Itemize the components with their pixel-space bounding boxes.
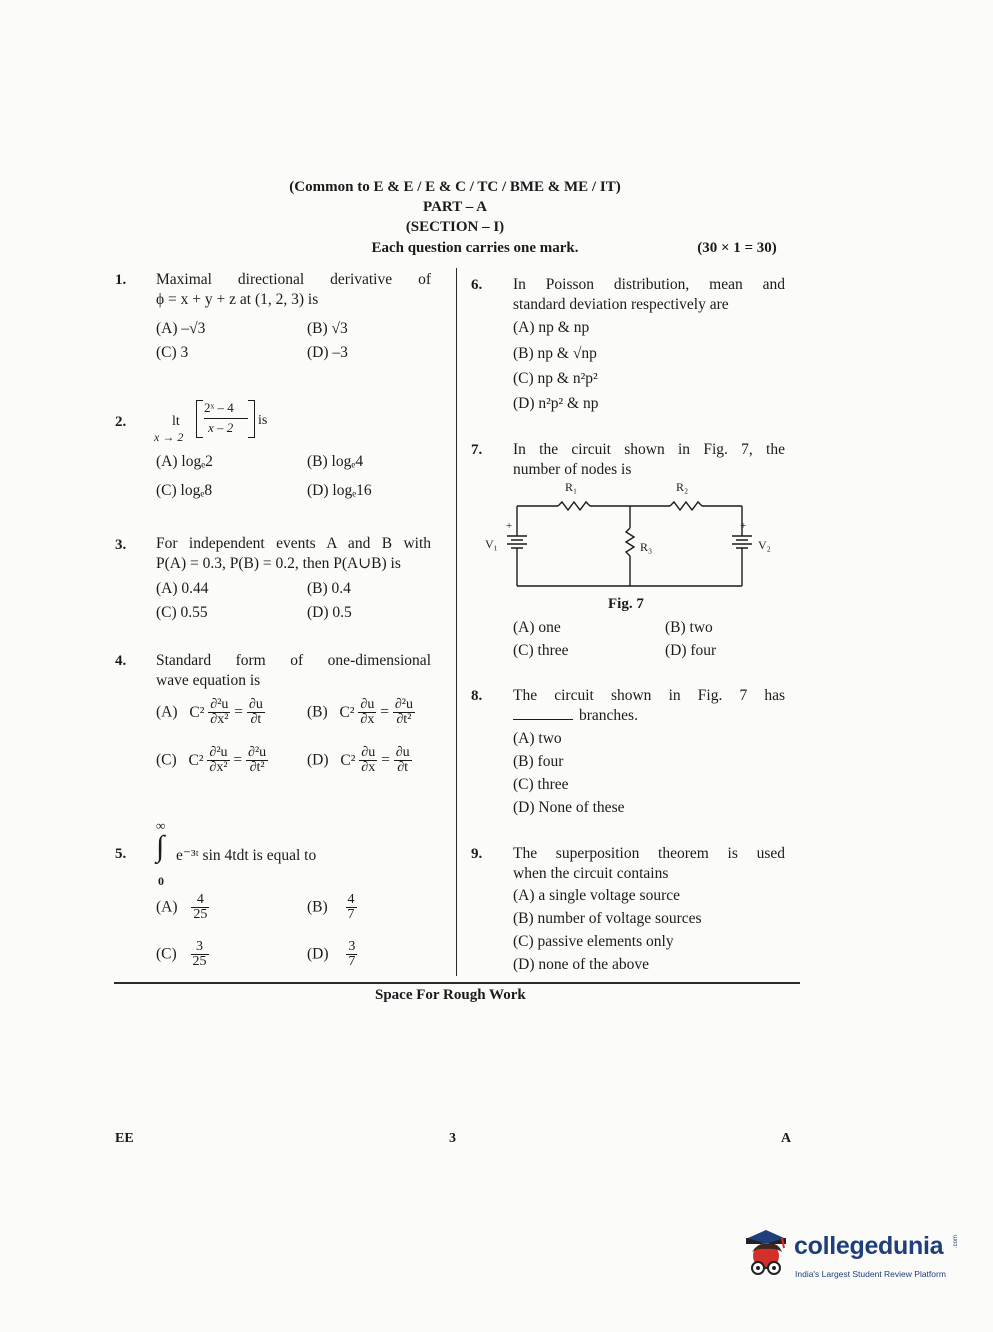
plus-sign: +	[740, 520, 747, 532]
resistor-r3	[626, 528, 634, 556]
rough-work-label: Space For Rough Work	[375, 987, 526, 1003]
option-a: (A) a single voltage source	[513, 887, 680, 904]
option-a	[156, 893, 209, 922]
option-c: (C) 0.55	[156, 604, 208, 621]
question-number: 2.	[115, 414, 127, 430]
fraction	[358, 698, 376, 727]
option-b: (B) logₑ4	[307, 453, 364, 470]
label-v1: V₁	[485, 537, 498, 551]
header-instruction: Each question carries one mark.	[371, 240, 579, 256]
question-line: In Poisson distribution, mean and	[513, 276, 785, 293]
option-c: (C) logₑ8	[156, 482, 213, 499]
fraction	[247, 698, 265, 727]
battery-v2	[732, 536, 752, 548]
option-c: (C) three	[513, 642, 569, 659]
header-common: (Common to E & E / E & C / TC / BME & ME / IT)	[289, 179, 621, 195]
resistor-r2	[670, 502, 702, 510]
bracket	[196, 400, 203, 438]
option-label: (D)	[307, 945, 329, 963]
question-text	[156, 534, 431, 574]
option-b: (B) np & √np	[513, 345, 597, 362]
circuit-diagram	[480, 478, 790, 600]
denominator: ∂x²	[209, 760, 228, 775]
option-label: (A)	[156, 898, 178, 916]
numerator: 3	[348, 939, 356, 954]
question-text	[513, 844, 785, 884]
fraction	[346, 940, 357, 969]
numerator: ∂²u	[210, 697, 229, 712]
question-line-end: branches.	[579, 707, 638, 724]
equals: =	[233, 751, 243, 769]
option-a: (A) one	[513, 619, 561, 636]
header-part: PART – A	[423, 199, 487, 215]
logo-wordmark: collegedunia	[794, 1232, 944, 1260]
header-marks: (30 × 1 = 30)	[697, 240, 777, 256]
column-divider	[456, 268, 457, 976]
option-d: (D) –3	[307, 344, 348, 361]
question-line: In the circuit shown in Fig. 7, the	[513, 441, 785, 458]
fraction	[191, 893, 209, 922]
equals: =	[381, 751, 390, 769]
figure-caption: Fig. 7	[608, 596, 644, 612]
option-b: (B) four	[513, 753, 564, 770]
collegedunia-logo	[738, 1226, 963, 1286]
denominator: ∂x	[360, 712, 375, 727]
option-a: (A) 0.44	[156, 580, 209, 597]
denominator: ∂t²	[396, 712, 412, 727]
question-number: 5.	[115, 846, 127, 862]
question-text	[513, 686, 785, 726]
question-number: 7.	[471, 442, 483, 458]
c-squared: C²	[339, 703, 355, 721]
denominator: ∂x²	[210, 712, 229, 727]
option-d: (D) None of these	[513, 799, 625, 816]
option-b	[307, 893, 357, 922]
integral-lower: 0	[158, 874, 164, 888]
question-number: 1.	[115, 272, 127, 288]
label-r2: R₂	[676, 480, 689, 494]
fraction	[191, 940, 209, 969]
question-number: 9.	[471, 846, 483, 862]
question-line: number of nodes is	[513, 461, 632, 478]
numerator: 4	[347, 892, 355, 907]
integral-body: e⁻³ᵗ sin 4tdt is equal to	[176, 847, 317, 864]
footer-left: EE	[115, 1131, 134, 1146]
denominator: ∂x	[361, 760, 376, 775]
question-text	[156, 651, 431, 691]
fraction	[207, 746, 229, 775]
numerator: ∂²u	[248, 745, 267, 760]
question-number: 6.	[471, 277, 483, 293]
option-label: (C)	[156, 945, 177, 963]
question-number: 4.	[115, 653, 127, 669]
denominator: 7	[347, 907, 355, 922]
denominator: ∂t	[397, 760, 409, 775]
logo-tagline: India's Largest Student Review Platform	[795, 1269, 946, 1279]
option-c	[156, 746, 268, 780]
bracket	[248, 400, 255, 438]
question-line: when the circuit contains	[513, 865, 669, 882]
option-d	[307, 746, 412, 780]
battery-v1	[507, 536, 527, 548]
denominator: 25	[193, 907, 208, 922]
integral-upper: ∞	[156, 818, 166, 833]
question-line: ϕ = x + y + z at (1, 2, 3) is	[156, 291, 319, 308]
fraction	[346, 893, 357, 922]
fraction-bar	[204, 418, 248, 419]
numerator: ∂u	[248, 697, 263, 712]
question-text	[513, 440, 785, 480]
question-number: 8.	[471, 688, 483, 704]
numerator: 4	[191, 893, 209, 908]
question-line: Maximal directional derivative of	[156, 271, 431, 288]
equals: =	[380, 703, 389, 721]
equals: =	[234, 703, 244, 721]
option-d: (D) logₑ16	[307, 482, 372, 499]
option-label: (B)	[307, 898, 328, 916]
fraction	[246, 746, 268, 775]
question-line: P(A) = 0.3, P(B) = 0.2, then P(A∪B) is	[156, 555, 401, 572]
option-c: (C) passive elements only	[513, 933, 674, 950]
denominator: 25	[192, 954, 207, 969]
option-d: (D) four	[665, 642, 717, 659]
denominator: ∂t²	[249, 760, 265, 775]
resistor-r1	[558, 502, 590, 510]
label-r3: R₃	[640, 540, 653, 554]
option-a: (A) –√3	[156, 320, 206, 337]
limit-expression	[152, 398, 292, 442]
question-line: wave equation is	[156, 672, 261, 689]
numerator: ∂u	[360, 697, 375, 712]
option-b: (B) 0.4	[307, 580, 351, 597]
limit-subscript: x → 2	[154, 430, 184, 444]
option-c: (C) three	[513, 776, 569, 793]
denominator: ∂t	[250, 712, 262, 727]
bottom-rule	[114, 982, 800, 984]
option-label: (A)	[156, 703, 178, 721]
limit-denominator: x – 2	[208, 420, 234, 435]
question-line: standard deviation respectively are	[513, 296, 729, 313]
denominator: 7	[348, 954, 356, 969]
limit-symbol: lt	[172, 414, 180, 429]
plus-sign: +	[506, 520, 513, 532]
limit-numerator: 2ˣ – 4	[204, 400, 234, 415]
question-number: 3.	[115, 537, 127, 553]
is-word: is	[258, 413, 268, 428]
integral-sign: ∫	[156, 830, 165, 863]
c-squared: C²	[340, 751, 356, 769]
option-label: (C)	[156, 751, 177, 769]
question-line: The circuit shown in Fig. 7 has	[513, 687, 785, 704]
option-b: (B) √3	[307, 320, 348, 337]
option-d: (D) 0.5	[307, 604, 352, 621]
option-b: (B) number of voltage sources	[513, 910, 702, 927]
option-a: (A) logₑ2	[156, 453, 213, 470]
numerator: 3	[191, 940, 209, 955]
question-line: Standard form of one-dimensional	[156, 652, 431, 669]
option-b: (B) two	[665, 619, 713, 636]
question-line	[513, 706, 785, 726]
option-label: (D)	[307, 751, 329, 769]
c-squared: C²	[189, 703, 205, 721]
option-d	[307, 940, 357, 969]
option-d: (D) none of the above	[513, 956, 650, 973]
option-a: (A) np & np	[513, 319, 590, 336]
c-squared: C²	[188, 751, 204, 769]
numerator: ∂u	[395, 745, 410, 760]
fraction	[208, 698, 230, 727]
question-line: For independent events A and B with	[156, 535, 431, 552]
option-label: (B)	[307, 703, 328, 721]
question-line: The superposition theorem is used	[513, 845, 785, 862]
fraction	[393, 698, 415, 727]
mascot-icon	[738, 1228, 792, 1280]
logo-dotcom: .com	[953, 1234, 959, 1248]
option-c	[156, 940, 209, 969]
option-b	[307, 698, 415, 732]
numerator: ∂²u	[209, 745, 228, 760]
numerator: ∂²u	[394, 697, 413, 712]
question-text	[513, 275, 785, 315]
numerator: ∂u	[361, 745, 376, 760]
option-a	[156, 698, 265, 732]
option-c: (C) 3	[156, 344, 189, 361]
option-d: (D) n²p² & np	[513, 395, 599, 412]
header-section: (SECTION – I)	[405, 219, 505, 235]
option-c: (C) np & n²p²	[513, 370, 598, 387]
option-a: (A) two	[513, 730, 562, 747]
fraction	[359, 746, 377, 775]
blank	[513, 719, 573, 720]
label-v2: V₂	[758, 538, 771, 552]
footer-right: A	[781, 1131, 792, 1146]
label-r1: R₁	[565, 480, 578, 494]
page-number: 3	[449, 1131, 456, 1146]
fraction	[394, 746, 412, 775]
question-text	[156, 270, 431, 310]
